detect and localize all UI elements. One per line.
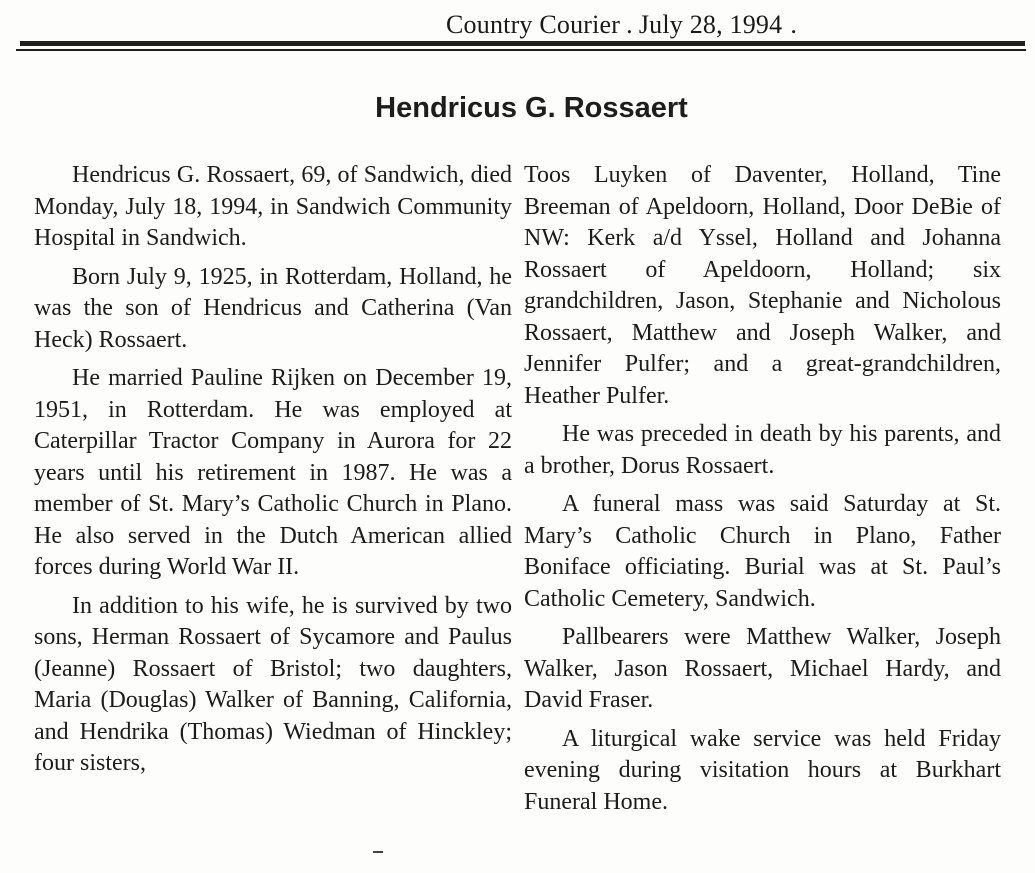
paragraph-continued: Toos Luyken of Daventer, Holland, Tine Breeman of Apeldoorn, Holland, Door DeBie of NW: Kerk a/d Yssel, Holland and Johanna Rossaert of Apeldoorn, Holland; six grandchildren, Jason, Stephanie and Nicholous Rossaert, Matthew and Joseph Walker, and Jennifer Pulfer; and a great-grandchildren, Heather Pulfer. [524, 162, 1001, 409]
paragraph: He married Pauline Rijken on December 19, 1951, in Rotterdam. He was employed at Caterpillar Tractor Company in Aurora for 22 years until his retirement in 1987. He was a member of St. Mary’s Catholic Church in Plano. He also served in the Dutch American allied forces during World War II. [34, 365, 512, 580]
masthead-rule-thick [20, 41, 1025, 46]
paragraph: A liturgical wake service was held Friday evening during visitation hours at Burkhart Funeral Home. [524, 725, 1001, 815]
paragraph: Born July 9, 1925, in Rotterdam, Holland, he was the son of Hendricus and Catherina (Van Heck) Rossaert. [34, 263, 512, 353]
masthead-rule-thin [16, 49, 1026, 51]
masthead-trail: . [790, 10, 798, 39]
publication-name: Country Courier [446, 10, 621, 39]
print-mark [373, 851, 383, 853]
paragraph: A funeral mass was said Saturday at St. Mary’s Catholic Church in Plano, Father Boniface officiating. Burial was at St. Paul’s Catholic Cemetery, Sandwich. [524, 491, 1001, 612]
paragraph: Hendricus G. Rossaert, 69, of Sandwich, died Monday, July 18, 1994, in Sandwich Community Hospital in Sandwich. [34, 162, 512, 251]
masthead-separator: . [626, 10, 633, 39]
paragraph: He was preceded in death by his parents, and a brother, Dorus Rossaert. [524, 421, 1001, 479]
left-column [34, 160, 512, 787]
right-column [524, 160, 1001, 825]
masthead [446, 10, 797, 40]
obituary-headline: Hendricus G. Rossaert [375, 92, 688, 124]
publication-date: July 28, 1994 [638, 10, 783, 39]
paragraph: Pallbearers were Matthew Walker, Joseph Walker, Jason Rossaert, Michael Hardy, and David Fraser. [524, 624, 1001, 713]
paragraph: In addition to his wife, he is survived by two sons, Herman Rossaert of Sycamore and Paulus (Jeanne) Rossaert of Bristol; two daughters, Maria (Douglas) Walker of Banning, California, and Hendrika (Thomas) Wiedman of Hinckley; four sisters, [34, 592, 512, 776]
